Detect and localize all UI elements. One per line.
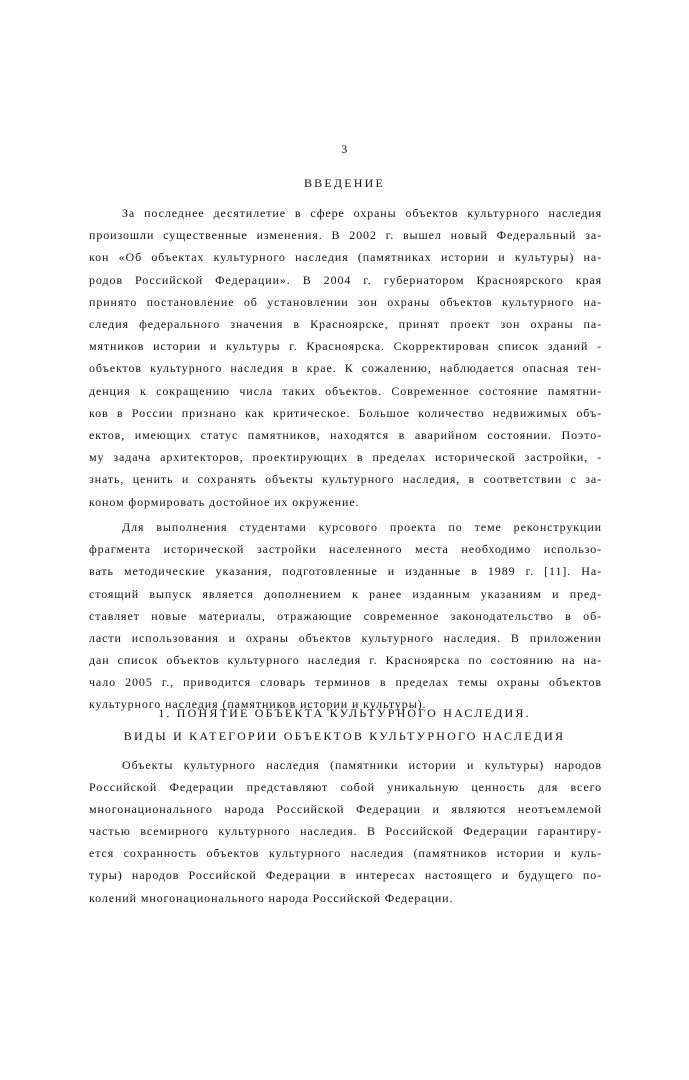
text-line: вать методические указания, подготовленные и изданные в 1989 г. [11]. На-	[89, 564, 602, 578]
text-line: ков в России признано как критическое. Большое количество недвижимых объ-	[89, 406, 602, 420]
text-line: дан список объектов культурного наследия г. Красноярска по состоянию на на-	[89, 653, 602, 667]
introduction-heading: ВВЕДЕНИЕ	[303, 176, 386, 190]
text-line: му задача архитекторов, проектирующих в пределах исторической застройки, -	[89, 450, 602, 464]
text-line: частью всемирного культурного наследия. В Российской Федерации гарантиру-	[89, 824, 602, 838]
text-line: многонационального народа Российской Федерации и являются неотъемлемой	[89, 802, 602, 816]
text-line: знать, ценить и сохранять объекты культурного наследия, в соответствии с за-	[89, 472, 602, 486]
text-line: ласти использования и охраны объектов культурного наследия. В приложении	[89, 631, 602, 645]
text-line: родов Российской Федерации». В 2004 г. губернатором Красноярского края	[89, 273, 602, 287]
text-line: колений многонационального народа Российской Федерации.	[89, 891, 454, 905]
text-line: За последнее десятилетие в сфере охраны объектов культурного наследия	[122, 206, 602, 220]
text-line: Объекты культурного наследия (памятники истории и культуры) народов	[122, 758, 602, 772]
text-line: туры) народов Российской Федерации в интересах настоящего и будущего по-	[89, 868, 602, 882]
text-line: чало 2005 г., приводится словарь терминов в пределах темы охраны объектов	[89, 675, 602, 689]
text-line: ектов, имеющих статус памятников, находятся в аварийном состоянии. Поэто-	[89, 428, 602, 442]
text-line: коном формировать достойное их окружение.	[89, 495, 360, 509]
section-heading-line-1: 1. ПОНЯТИЕ ОБЪЕКТА КУЛЬТУРНОГО НАСЛЕДИЯ.	[158, 706, 531, 720]
text-line: объектов культурного наследия в крае. К сожалению, наблюдается опасная тен-	[89, 361, 602, 375]
text-line: произошли существенные изменения. В 2002 г. вышел новый Федеральный за-	[89, 228, 602, 242]
text-line: кон «Об объектах культурного наследия (памятниках истории и культуры) на-	[89, 250, 602, 264]
text-line: денция к сокращению числа таких объектов. Современное состояние памятни-	[89, 384, 602, 398]
text-line: фрагмента исторической застройки населенного места необходимо использо-	[89, 542, 602, 556]
section-heading-line-2: ВИДЫ И КАТЕГОРИИ ОБЪЕКТОВ КУЛЬТУРНОГО НАСЛЕДИЯ	[123, 729, 566, 743]
text-line: Для выполнения студентами курсового проекта по теме реконструкции	[122, 520, 602, 534]
text-line: ется сохранность объектов культурного наследия (памятников истории и куль-	[89, 846, 602, 860]
text-line: следия федерального значения в Красноярске, принят проект зон охраны па-	[89, 317, 602, 331]
text-line: культурного наследия (памятников истории и культуры).	[89, 697, 427, 711]
page-number: 3	[341, 142, 348, 156]
text-line: ставляет новые материалы, отражающие современное законодательство в об-	[89, 609, 602, 623]
text-line: Российской Федерации представляют собой уникальную ценность для всего	[89, 780, 602, 794]
text-line: мятников истории и культуры г. Красноярска. Скорректирован список зданий -	[89, 339, 602, 353]
text-line: принято постановление об установлении зон охраны объектов культурного на-	[89, 295, 602, 309]
text-line: стоящий выпуск является дополнением к ранее изданным указаниям и пред-	[89, 587, 602, 601]
